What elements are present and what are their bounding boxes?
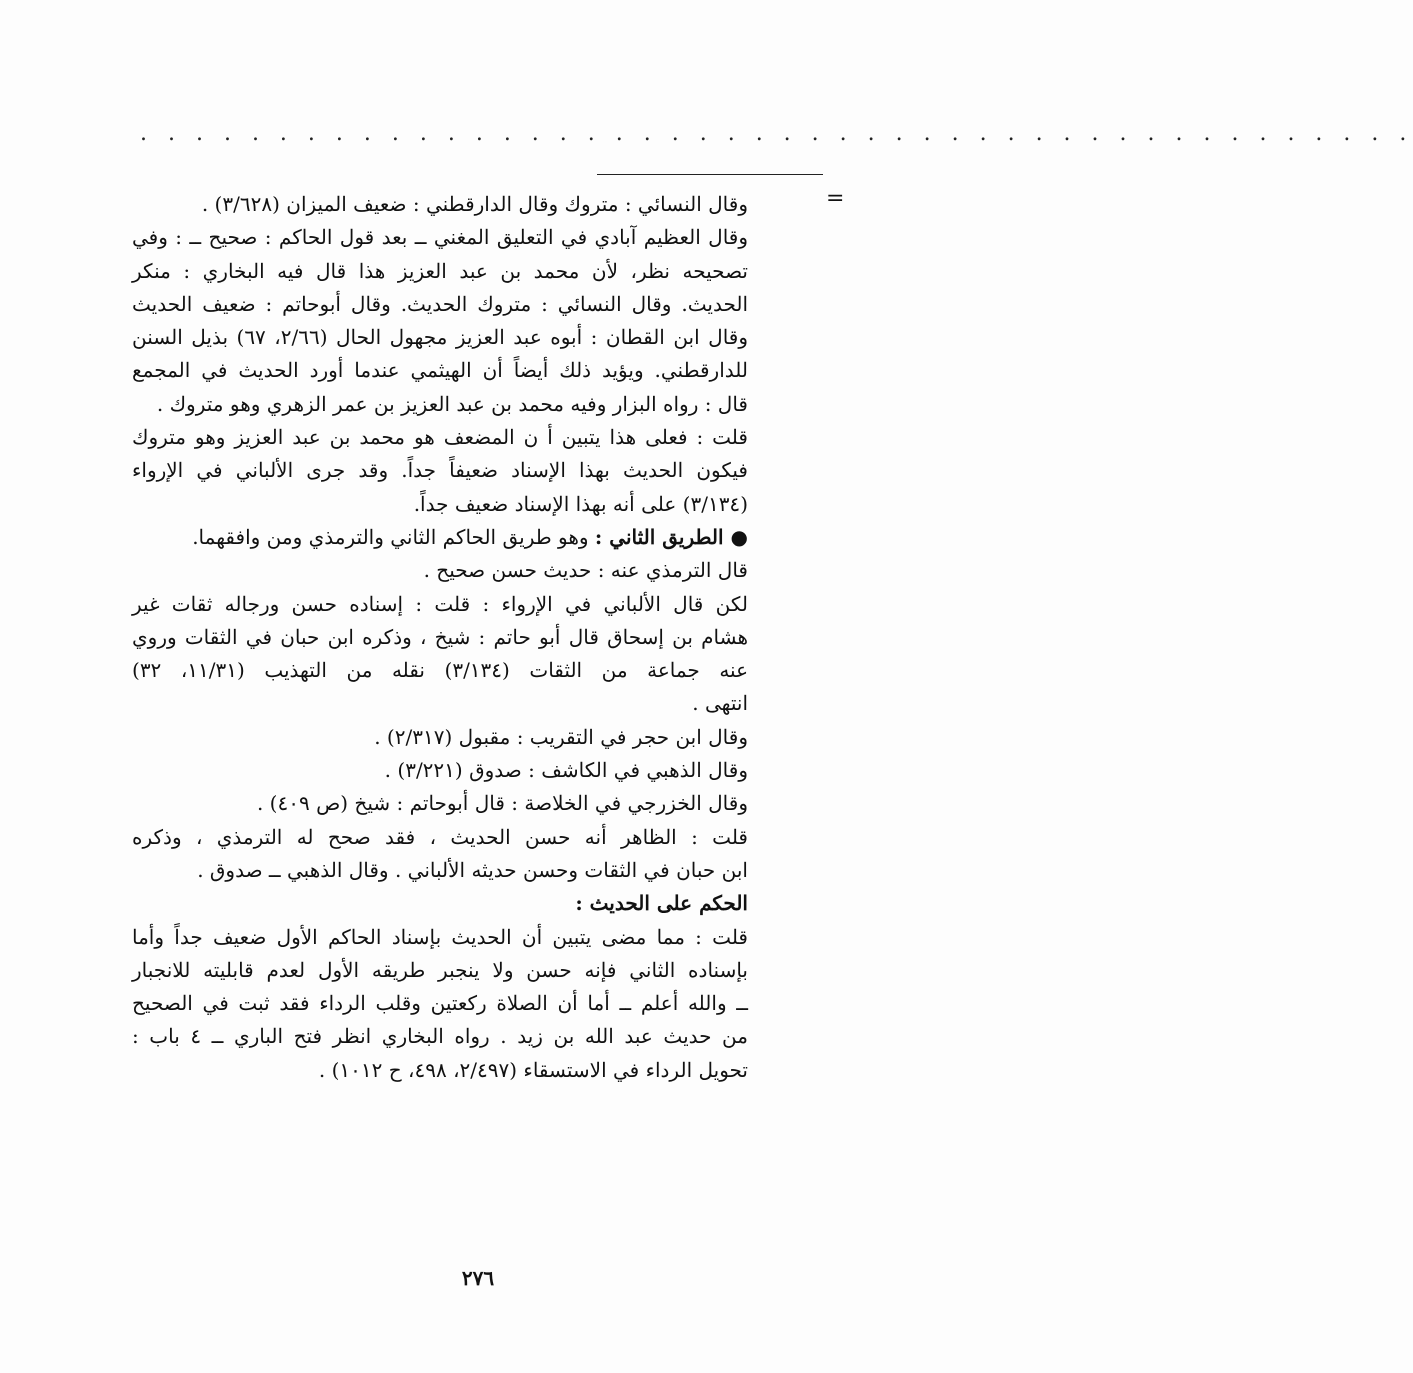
continuation-mark: = <box>826 186 845 211</box>
text-line: ابن حبان في الثقات وحسن حديثه الألباني . وقال الذهبي ــ صدوق . <box>197 857 748 882</box>
text-line: للدارقطني. ويؤيد ذلك أيضاً أن الهيثمي عندما أورد الحديث في المجمع <box>132 358 748 383</box>
text-line: وقال العظيم آبادي في التعليق المغني ــ بعد قول الحاكم : صحيح ــ : وفي <box>132 225 749 250</box>
text-line: من حديث عبد الله بن زيد . رواه البخاري انظر فتح الباري ــ ٤ باب : <box>132 1024 748 1049</box>
footnote-rule <box>597 174 823 175</box>
text-line: ــ والله أعلم ــ أما أن الصلاة ركعتين وقلب الرداء فقد ثبت في الصحيح <box>132 991 748 1016</box>
text-line: وقال الذهبي في الكاشف : صدوق (٣/٢٢١) . <box>384 758 748 783</box>
text-line: انتهى . <box>692 691 748 716</box>
text-line: قلت : الظاهر أنه حسن الحديث ، فقد صحح له الترمذي ، وذكره <box>132 824 748 849</box>
bullet-lead: ● الطريق الثاني : <box>594 524 748 549</box>
text-line: هشام بن إسحاق قال أبو حاتم : شيخ ، وذكره ابن حبان في الثقات وروي <box>132 624 748 649</box>
text-line: عنه جماعة من الثقات (٣/١٣٤) نقله من التهذيب (١١/٣١، ٣٢) <box>132 658 749 683</box>
text-line: تحويل الرداء في الاستسقاء (٢/٤٩٧، ٤٩٨، ح ١٠١٢) . <box>318 1057 748 1082</box>
text-line: قلت : مما مضى يتبين أن الحديث بإسناد الحاكم الأول ضعيف جداً وأما <box>132 924 748 949</box>
text-line: وقال النسائي : متروك وقال الدارقطني : ضعيف الميزان (٣/٦٢٨) . <box>201 192 748 216</box>
text-line: قال الترمذي عنه : حديث حسن صحيح . <box>423 558 748 583</box>
text-line: وقال الخزرجي في الخلاصة : قال أبوحاتم : شيخ (ص ٤٠٩) . <box>256 791 748 816</box>
footnote-body <box>132 188 748 1087</box>
text-line <box>132 521 748 554</box>
text-line: بإسناده الثاني فإنه حسن ولا ينجبر طريقه الأول لعدم قابليته للانجبار <box>132 957 748 982</box>
section-heading: الحكم على الحديث : <box>575 891 748 916</box>
text-line: قال : رواه البزار وفيه محمد بن عبد العزيز بن عمر الزهري وهو متروك . <box>156 391 748 416</box>
bullet-text: وهو طريق الحاكم الثاني والترمذي ومن وافقهما. <box>192 524 589 549</box>
text-line: تصحيحه نظر، لأن محمد بن عبد العزيز هذا قال فيه البخاري : منكر <box>132 258 748 283</box>
text-line: (٣/١٣٤) على أنه بهذا الإسناد ضعيف جداً. <box>413 491 748 516</box>
text-line: قلت : فعلى هذا يتبين أ ن المضعف هو محمد بن عبد العزيز وهو متروك <box>132 425 748 450</box>
text-line: لكن قال الألباني في الإرواء : قلت : إسناده حسن ورجاله ثقات غير <box>132 591 748 616</box>
dotted-separator: . . . . . . . . . . . . . . . . . . . . . . . . . . . . . . . . . . . . . . . . . . . . . . <box>140 121 1413 146</box>
text-line <box>132 887 748 920</box>
text-line: وقال ابن حجر في التقريب : مقبول (٢/٣١٧) . <box>374 724 748 749</box>
text-line: فيكون الحديث بهذا الإسناد ضعيفاً جداً. وقد جرى الألباني في الإرواء <box>132 458 748 483</box>
page-number: ٢٧٦ <box>461 1266 495 1290</box>
text-line: وقال ابن القطان : أبوه عبد العزيز مجهول الحال (٢/٦٦، ٦٧) بذيل السنن <box>132 325 749 350</box>
text-line: الحديث. وقال النسائي : متروك الحديث. وقال أبوحاتم : ضعيف الحديث <box>132 291 748 316</box>
